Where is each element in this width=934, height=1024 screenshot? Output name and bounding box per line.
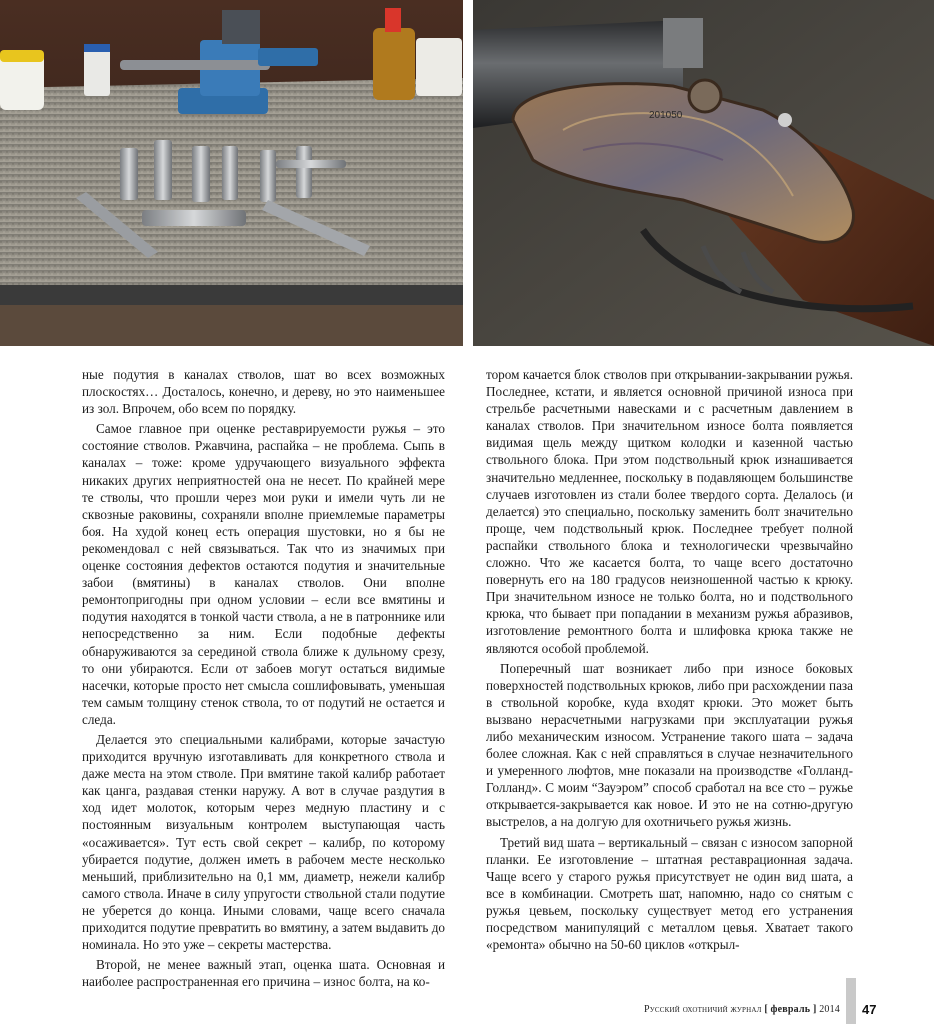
paragraph: Третий вид шата – вертикальный – связан с износом запорной планки. Ее изготовление – штатная реставрационная задача. Чаще всего у старого ружья присутствует не один вид шата, а все в комбинации. Смотреть шат, напомню, надо со снятым с ружья цевьем, поскольку существует метод его устранения посредством манипуляций с металлом цевья. Хватает такого «ремонта» обычно на 50-60 циклов «открыл- <box>486 834 853 953</box>
paragraph: ные подутия в каналах стволов, шат во всех возможных плоскостях… Досталось, конечно, и дереву, но это наименьшее из зол. Впрочем, обо всем по порядку. <box>82 367 445 417</box>
article-column-right <box>486 366 853 953</box>
page-number: 47 <box>862 1002 877 1017</box>
paragraph: Поперечный шат возникает либо при износе боковых поверхностей подствольных крюков, либо при расхождении паза в ствольной коробке, куда входят крюки. Это может быть вызвано нерасчетными нагрузками при эксплуатации ружья либо механическим износом. Устранение такого шата – задача более сложная. Как с ней справляться в случае незначительного и умеренного люфтов, мне показали на производстве «Голланд-Голланд». С моим “Зауэром” способ сработал на все сто – ружье открывается-закрывается как новое. И это не на сотню-другую выстрелов, а на долгую для охотничьего ружья жизнь. <box>486 660 853 830</box>
issue-year: 2014 <box>819 1004 840 1015</box>
workbench-illustration <box>0 0 463 346</box>
paragraph: Самое главное при оценке реставрируемости ружья – это состояние стволов. Ржавчина, распайка – не проблема. Сыпь в каналах – тоже: кроме удручающего визуального эффекта никаких других неприятностей она не несет. По крайней мере те стволы, что прошли через мои руки и имели чуть ли не сквозные раковины, сохраняли вполне приемлемые параметры боя. На худой конец есть операция шустовки, но я бы не рекомендовал с ней связываться. Так что из значимых при оценке состояния дефектов остаются подутия и значительные забои (вмятины) в каналах стволов. Они вполне ремонтопригодны при одном условии – если все вмятины и подутия находятся в тонкой части ствола, а не в патроннике или непосредственно за ним. Если подобные дефекты обнаруживаются за серединой ствола ближе к дульному срезу, то они убираются. Если от забоев могут остаться видимые насечки, которые просто нет смысла сошлифовывать, уменьшая тем самым толщину стенок ствола, то от подутий не остается и следа. <box>82 421 445 727</box>
lever-pivot <box>689 80 721 112</box>
paragraph: Второй, не менее важный этап, оценка шата. Основная и наиболее распространенная его причина – износ болта, на ко- <box>82 957 445 990</box>
serial-number: 201050 <box>649 110 683 121</box>
issue-month: [ февраль ] <box>764 1004 817 1015</box>
article-column-left <box>82 366 445 990</box>
shotgun-illustration <box>473 0 934 346</box>
journal-name: Русский охотничий журнал <box>643 1004 762 1015</box>
paragraph: тором качается блок стволов при открывании-закрывании ружья. Последнее, кстати, и является основной причиной износа при стрельбе расчетными навесками и с расчетным давлением в каналах стволов. При значительном износе болта появляется видимая щель между щитком колодки и казенной частью ствольного блока. При этом подствольный крюк изнашивается значительно медленнее, поскольку в подавляющем большинстве случаев изготовлен из стали более твердого сорта. Делалось (и делается) это специально, поскольку заменить болт значительно проще, чем подствольный крюк. Последнее требует полной распайки ствольного блока и технологически чрезвычайно сложно. Что же касается болта, то чаще всего достаточно повернуть его на 180 градусов неизношенной частью к крюку. При значительном износе не только болта, но и подствольного крюка, что бывает при попадании в механизм ружья абразивов, изготовление ремонтного болта и шлифовка крюка также не являются особой проблемой. <box>486 367 853 656</box>
workbench-photo <box>0 0 463 346</box>
page-footer <box>620 1004 840 1015</box>
shotgun-action-photo <box>473 0 934 346</box>
paragraph: Делается это специальными калибрами, которые зачастую приходится вручную изготавливать для конкретного ствола и даже места на этом стволе. При вмятине такой калибр работает как цанга, раздавая стенки наружу. А вот в случае раздутия в ход идет молоток, которым через медную пластину и с постоянным визуальным контролем выступающая часть «осаживается». Тут есть свой секрет – калибр, по которому убирается подутие, должен иметь в рабочем месте несколько меньший, приблизительно на 0,1 мм, диаметр, нежели калибр самого ствола. Иначе в силу упругости ствольной стали подутие не уберется до конца. Иными словами, чаще всего сначала приходится подутие превратить во вмятину, а затем выдавить до номинала. Но это уже – секреты мастерства. <box>82 731 445 953</box>
oil-bottle <box>373 28 415 100</box>
page-tab <box>846 978 856 1024</box>
